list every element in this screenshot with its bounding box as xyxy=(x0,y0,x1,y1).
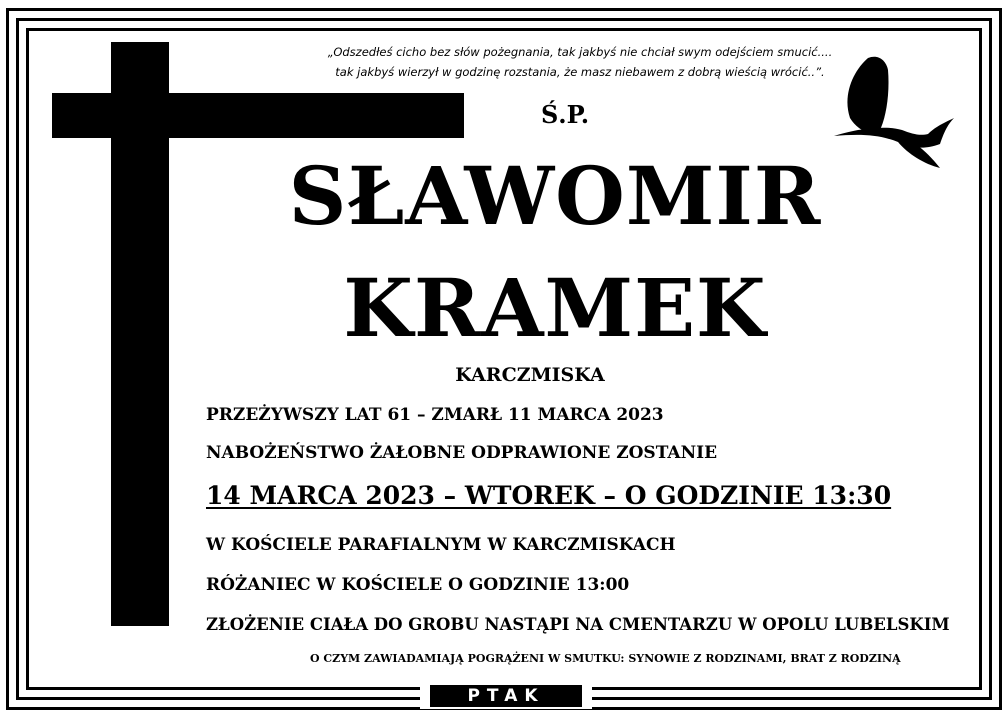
burial-info: ZŁOŻENIE CIAŁA DO GROBU NASTĄPI NA CMENTARZU W OPOLU LUBELSKIM xyxy=(206,615,950,634)
last-name: KRAMEK xyxy=(343,261,767,355)
service-intro: NABOŻEŃSTWO ŻAŁOBNE ODPRAWIONE ZOSTANIE xyxy=(206,443,718,463)
quote-line-2: tak jakbyś wierzył w godzinę rozstania, że masz niebawem z dobrą wieścią wrócić..”. xyxy=(335,65,825,79)
place-of-residence: KARCZMISKA xyxy=(455,364,605,386)
mourners-notice: O CZYM ZAWIADAMIAJĄ POGRĄŻENI W SMUTKU: SYNOWIE Z RODZINAMI, BRAT Z RODZINĄ xyxy=(310,652,901,665)
church-location: W KOŚCIELE PARAFIALNYM W KARCZMISKACH xyxy=(206,535,676,555)
age-and-death-date: PRZEŻYWSZY LAT 61 – ZMARŁ 11 MARCA 2023 xyxy=(206,405,664,425)
rosary-time: RÓŻANIEC W KOŚCIELE O GODZINIE 13:00 xyxy=(206,575,630,595)
dove-body xyxy=(834,118,954,148)
first-name: SŁAWOMIR xyxy=(288,149,822,243)
quote-line-1: „Odszedłeś cicho bez słów pożegnania, tak jakbyś nie chciał swym odejściem smucić.... xyxy=(327,45,833,59)
service-date: 14 MARCA 2023 – WTOREK – O GODZINIE 13:30 xyxy=(206,481,892,510)
cross-horizontal-bar xyxy=(52,93,464,138)
memorial-quote xyxy=(300,42,860,82)
brand-logo: PTAK xyxy=(430,685,582,707)
honorific: Ś.P. xyxy=(540,100,590,129)
